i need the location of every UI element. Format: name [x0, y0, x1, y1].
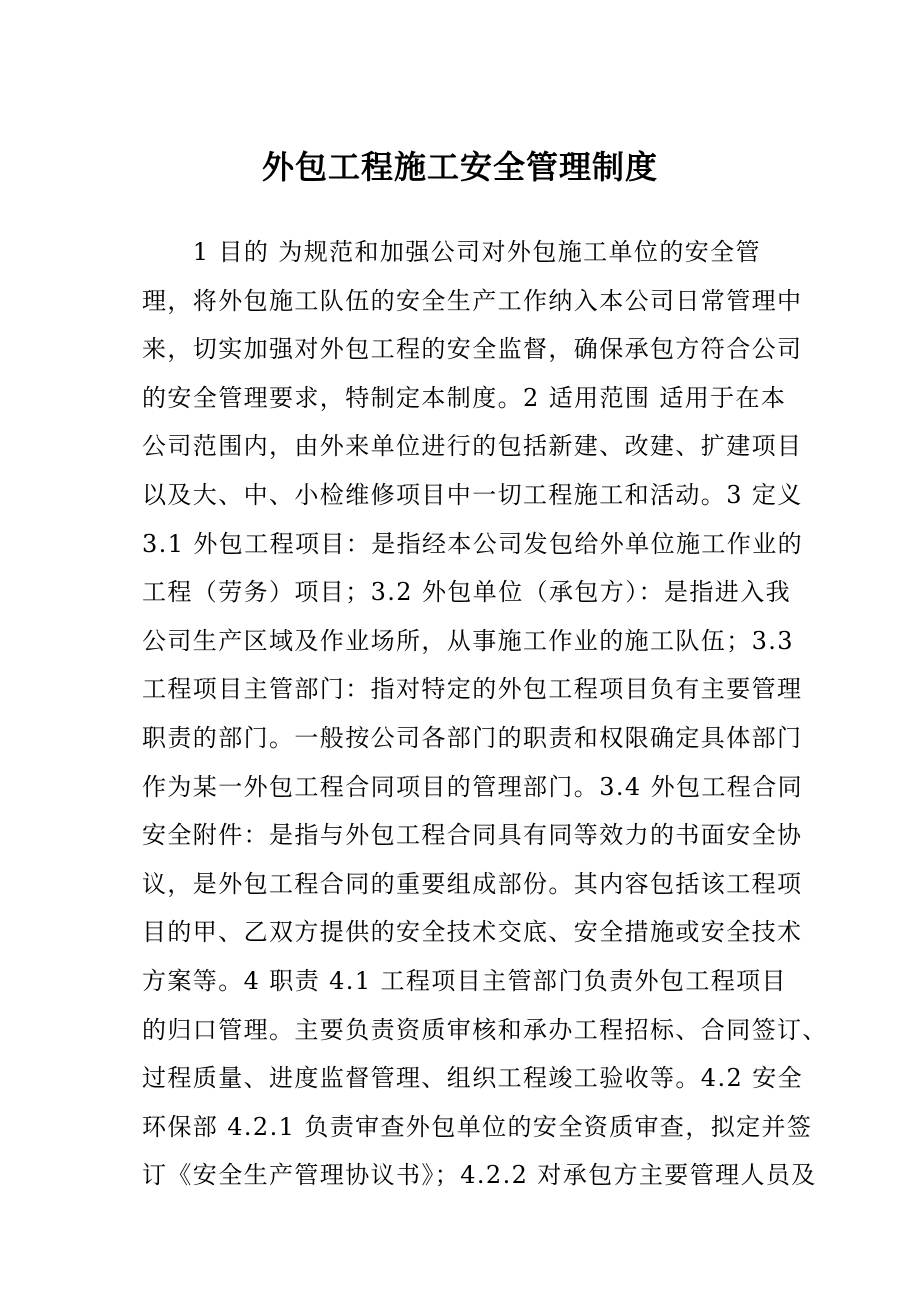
body-line: 的安全管理要求，特制定本制度。2 适用范围 适用于在本 — [142, 383, 787, 412]
body-line: 作为某一外包工程合同项目的管理部门。3.4 外包工程合同 — [142, 772, 803, 801]
body-line: 职责的部门。一般按公司各部门的职责和权限确定具体部门 — [142, 723, 803, 752]
body-line: 安全附件：是指与外包工程合同具有同等效力的书面安全协 — [142, 821, 803, 850]
body-line: 来，切实加强对外包工程的安全监督，确保承包方符合公司 — [142, 335, 803, 364]
body-line: 方案等。4 职责 4.1 工程项目主管部门负责外包工程项目 — [142, 966, 787, 995]
body-line: 3.1 外包工程项目：是指经本公司发包给外单位施工作业的 — [142, 529, 803, 558]
body-line: 工程（劳务）项目；3.2 外包单位（承包方）：是指进入我 — [142, 578, 791, 607]
document-title: 外包工程施工安全管理制度 — [261, 148, 658, 186]
body-line: 的归口管理。主要负责资质审核和承办工程招标、合同签订、 — [142, 1015, 828, 1044]
body-line: 工程项目主管部门：指对特定的外包工程项目负有主要管理 — [142, 675, 803, 704]
body-line: 公司生产区域及作业场所，从事施工作业的施工队伍；3.3 — [142, 626, 794, 655]
body-line: 过程质量、进度监督管理、组织工程竣工验收等。4.2 安全 — [142, 1064, 803, 1093]
body-line: 议，是外包工程合同的重要组成部份。其内容包括该工程项 — [142, 869, 803, 898]
document-body — [142, 228, 828, 1200]
body-line: 目的甲、乙双方提供的安全技术交底、安全措施或安全技术 — [142, 918, 803, 947]
body-line: 环保部 4.2.1 负责审查外包单位的安全资质审查，拟定并签 — [142, 1112, 813, 1141]
body-line: 理，将外包施工队伍的安全生产工作纳入本公司日常管理中 — [142, 286, 803, 315]
body-line: 公司范围内，由外来单位进行的包括新建、改建、扩建项目 — [142, 432, 803, 461]
body-line: 以及大、中、小检维修项目中一切工程施工和活动。3 定义 — [142, 480, 803, 509]
body-line: 订《安全生产管理协议书》；4.2.2 对承包方主要管理人员及 — [142, 1161, 817, 1190]
body-line: 1 目的 为规范和加强公司对外包施工单位的安全管 — [142, 238, 761, 266]
